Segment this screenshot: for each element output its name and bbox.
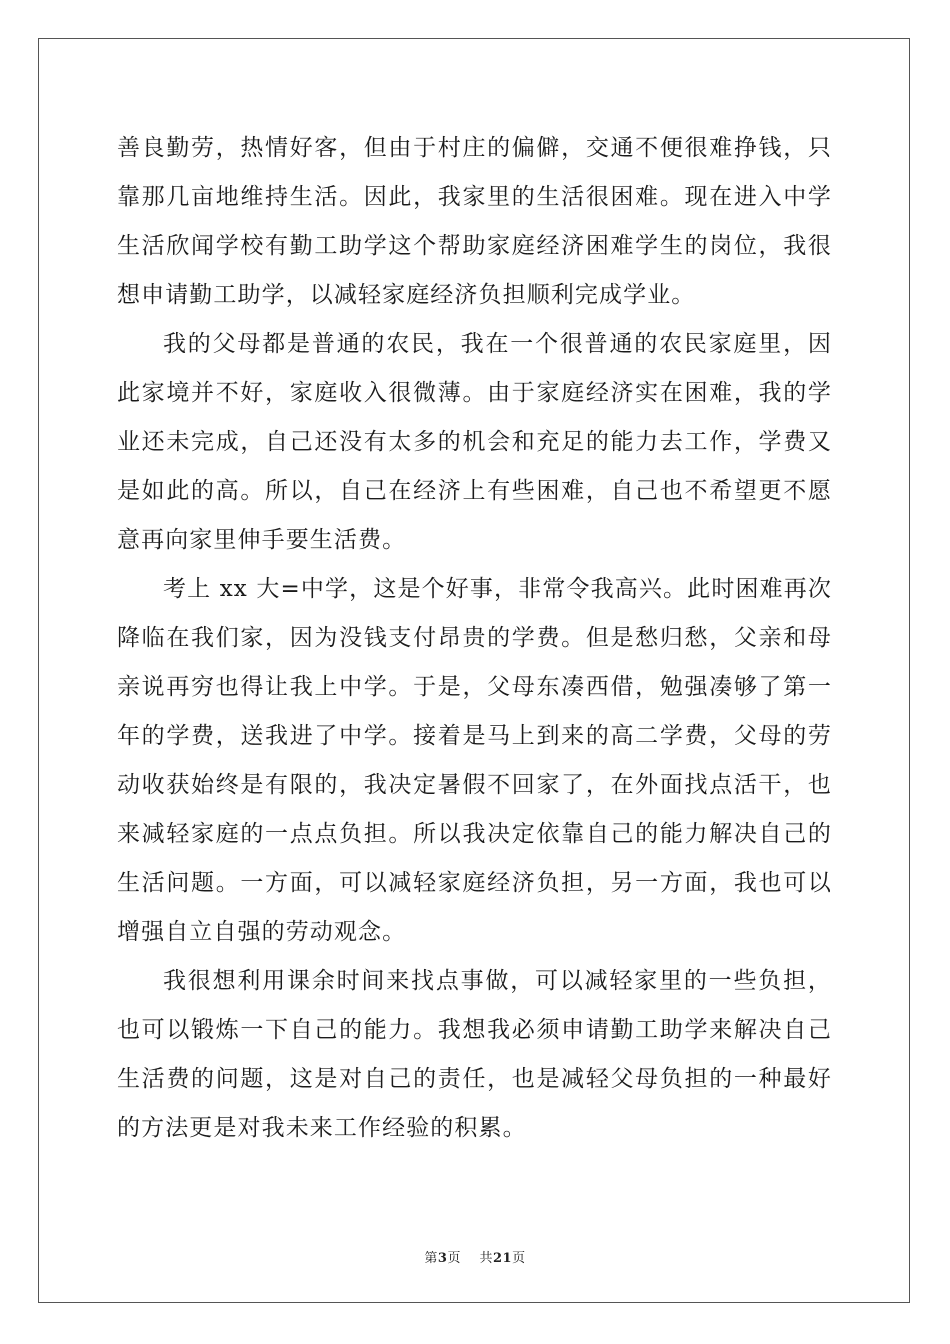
current-page-number: 3 xyxy=(437,1251,448,1266)
total-prefix: 共 xyxy=(479,1251,493,1266)
paragraph: 善良勤劳，热情好客，但由于村庄的偏僻，交通不便很难挣钱，只靠那几亩地维持生活。因此，我家里的生活很困难。现在进入中学生活欣闻学校有勤工助学这个帮助家庭经济困难学生的岗位，我很想申请勤工助学，以减轻家庭经济负担顺利完成学业。 xyxy=(117,135,832,308)
page-footer xyxy=(0,1247,950,1266)
paragraph: 我很想利用课余时间来找点事做，可以减轻家里的一些负担，也可以锻炼一下自己的能力。我想我必须申请勤工助学来解决自己生活费的问题，这是对自己的责任，也是减轻父母负担的一种最好的方法更是对我未来工作经验的积累。 xyxy=(117,968,832,1141)
paragraph: 我的父母都是普通的农民，我在一个很普通的农民家庭里，因此家境并不好，家庭收入很微薄。由于家庭经济实在困难，我的学业还未完成，自己还没有太多的机会和充足的能力去工作，学费又是如此的高。所以，自己在经济上有些困难，自己也不希望更不愿意再向家里伸手要生活费。 xyxy=(117,331,832,553)
page-suffix: 页 xyxy=(447,1251,461,1266)
page-prefix: 第 xyxy=(424,1251,438,1266)
document-body xyxy=(117,124,832,1153)
total-suffix: 页 xyxy=(512,1251,526,1266)
paragraph: 考上 xx 大=中学，这是个好事，非常令我高兴。此时困难再次降临在我们家，因为没钱支付昂贵的学费。但是愁归愁，父亲和母亲说再穷也得让我上中学。于是，父母东凑西借，勉强凑够了第一年的学费，送我进了中学。接着是马上到来的高二学费，父母的劳动收获始终是有限的，我决定暑假不回家了，在外面找点活干，也来减轻家庭的一点点负担。所以我决定依靠自己的能力解决自己的生活问题。一方面，可以减轻家庭经济负担，另一方面，我也可以增强自立自强的劳动观念。 xyxy=(117,576,832,945)
total-page-count: 21 xyxy=(493,1251,513,1266)
